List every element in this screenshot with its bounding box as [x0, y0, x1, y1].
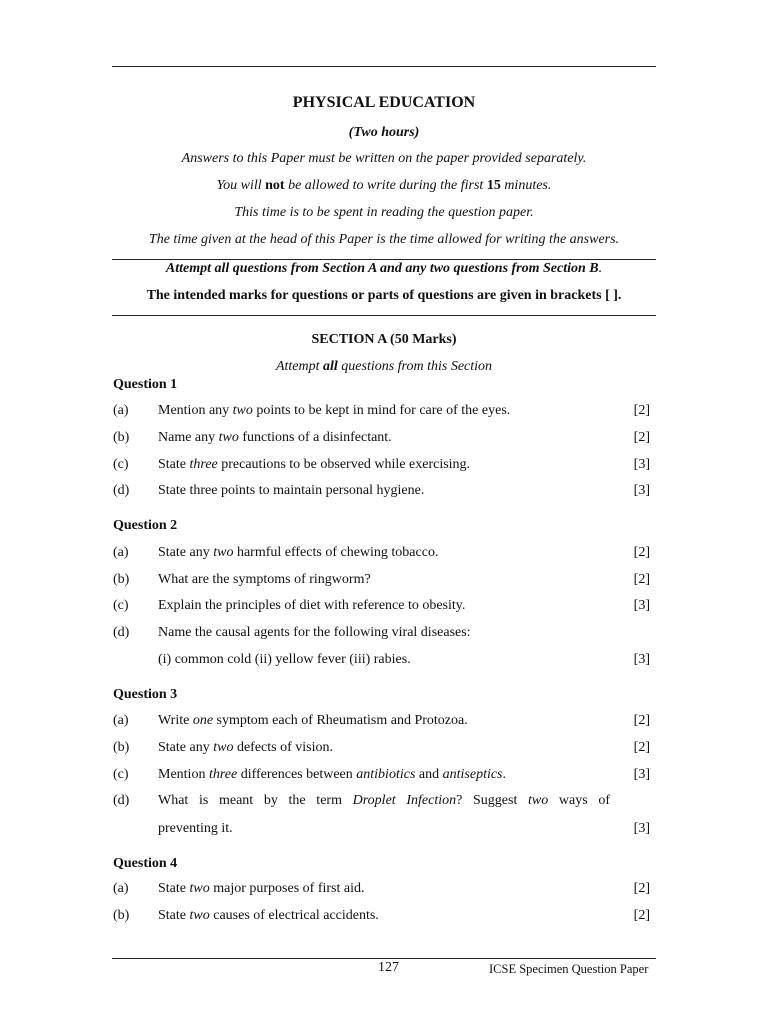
question-2c: (c) Explain the principles of diet with reference to obesity. [3] [113, 598, 650, 613]
page-number: 127 [378, 960, 399, 975]
question-4b: (b) State two causes of electrical accidents. [2] [113, 908, 650, 923]
question-2-heading: Question 2 [113, 518, 178, 533]
instructions-top-rule [112, 259, 656, 260]
section-a-subtitle: Attempt all questions from this Section [275, 359, 493, 374]
paper-name: ICSE Specimen Question Paper [489, 962, 649, 976]
question-1b: (b) Name any two functions of a disinfectant. [2] [113, 430, 650, 445]
section-a-title: SECTION A (50 Marks) [311, 332, 457, 347]
question-4a: (a) State two major purposes of first aid. [2] [113, 881, 650, 896]
question-3d: (d) What is meant by the term Droplet Infection? Suggest two ways of [113, 793, 611, 808]
top-rule [112, 66, 656, 67]
question-4-heading: Question 4 [113, 856, 178, 871]
question-3c: (c) Mention three differences between antibiotics and antiseptics. [3] [113, 767, 650, 782]
question-1a: (a) Mention any two points to be kept in mind for care of the eyes. [2] [113, 403, 650, 418]
question-3a: (a) Write one symptom each of Rheumatism and Protozoa. [2] [113, 713, 650, 728]
question-2d: (d) Name the causal agents for the following viral diseases: [113, 625, 471, 640]
question-2b: (b) What are the symptoms of ringworm? [2] [113, 572, 650, 587]
instruction-line-3: This time is to be spent in reading the question paper. [234, 205, 534, 220]
footer-rule [112, 958, 656, 959]
question-2a: (a) State any two harmful effects of chewing tobacco. [2] [113, 545, 650, 560]
question-1d: (d) State three points to maintain personal hygiene. [3] [113, 483, 650, 498]
instructions-bottom-rule [112, 315, 656, 316]
question-2d-continued: (i) common cold (ii) yellow fever (iii) rabies. [3] [158, 652, 650, 667]
question-3d-continued: preventing it. [3] [158, 821, 650, 836]
question-1-heading: Question 1 [113, 377, 178, 392]
question-3b: (b) State any two defects of vision. [2] [113, 740, 650, 755]
instruction-line-4: The time given at the head of this Paper is the time allowed for writing the answers. [148, 232, 620, 247]
attempt-instruction: Attempt all questions from Section A and any two questions from Section B. [165, 261, 603, 276]
question-3-heading: Question 3 [113, 687, 178, 702]
paper-title: PHYSICAL EDUCATION [292, 94, 476, 111]
question-1c: (c) State three precautions to be observed while exercising. [3] [113, 457, 650, 472]
instruction-line-1: Answers to this Paper must be written on the paper provided separately. [181, 151, 587, 166]
marks-note: The intended marks for questions or parts of questions are given in brackets [ ]. [146, 288, 622, 303]
paper-duration: (Two hours) [348, 125, 420, 140]
instruction-line-2: You will not be allowed to write during the first 15 minutes. [216, 178, 552, 193]
